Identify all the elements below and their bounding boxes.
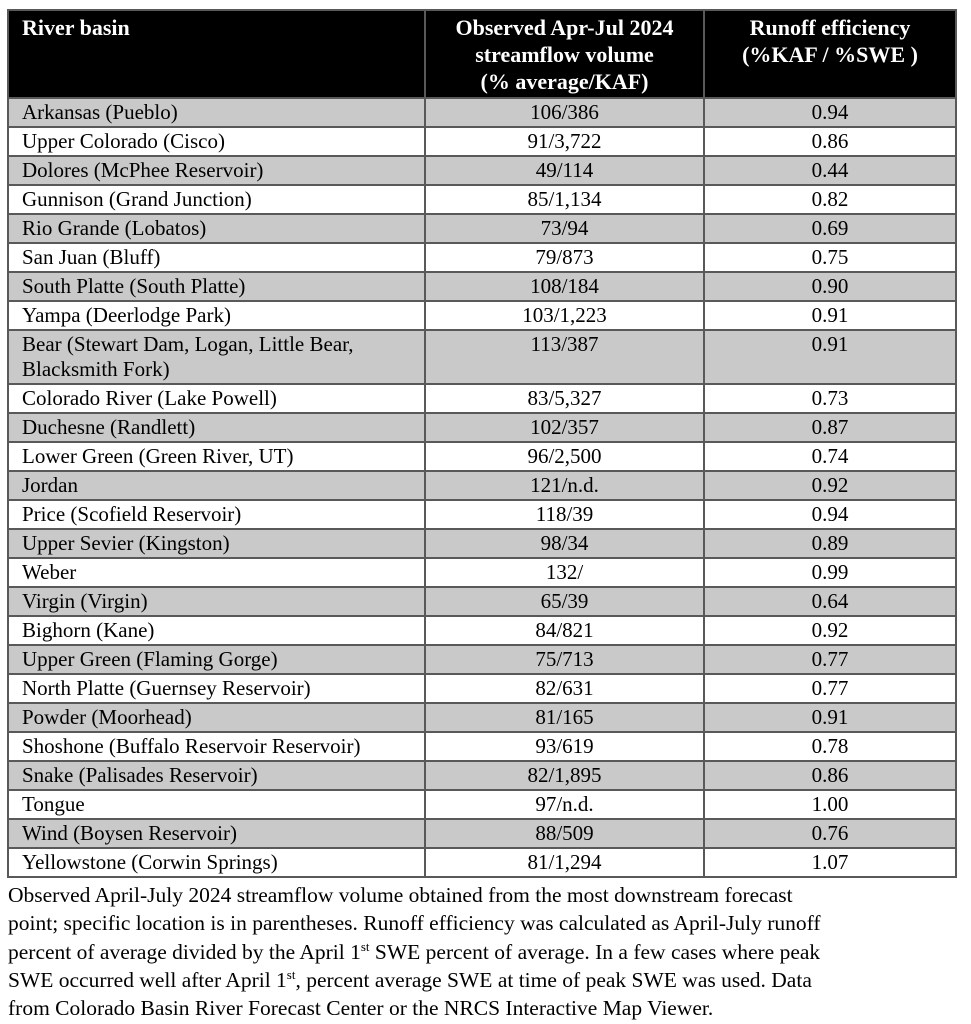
cell-runoff-efficiency: 0.77 [704,645,956,674]
cell-river-basin: Upper Green (Flaming Gorge) [8,645,425,674]
table-row [8,819,956,848]
table-row [8,761,956,790]
footnote-text: from Colorado Basin River Forecast Center or the NRCS Interactive Map Viewer. [8,996,714,1021]
streamflow-table [7,9,957,878]
cell-river-basin: Yampa (Deerlodge Park) [8,301,425,330]
table-row [8,529,956,558]
cell-streamflow-volume: 73/94 [425,214,704,243]
cell-runoff-efficiency: 0.91 [704,330,956,384]
cell-river-basin: Yellowstone (Corwin Springs) [8,848,425,877]
table-row [8,587,956,616]
footnote-line [8,994,968,1022]
cell-runoff-efficiency: 0.89 [704,529,956,558]
cell-streamflow-volume: 83/5,327 [425,384,704,413]
cell-streamflow-volume: 65/39 [425,587,704,616]
cell-streamflow-volume: 79/873 [425,243,704,272]
cell-river-basin: Tongue [8,790,425,819]
footnote-text: Observed April-July 2024 streamflow volume obtained from the most downstream forecast [8,883,793,907]
footnote-text: , percent average SWE at time of peak SWE was used. Data [295,967,812,992]
cell-runoff-efficiency: 0.92 [704,616,956,645]
cell-river-basin: Shoshone (Buffalo Reservoir Reservoir) [8,732,425,761]
cell-river-basin: South Platte (South Platte) [8,272,425,301]
footnote-line [8,881,968,909]
cell-runoff-efficiency: 0.75 [704,243,956,272]
table-footnote [8,881,968,1022]
cell-streamflow-volume: 103/1,223 [425,301,704,330]
cell-streamflow-volume: 91/3,722 [425,127,704,156]
cell-runoff-efficiency: 0.77 [704,674,956,703]
cell-streamflow-volume: 106/386 [425,98,704,127]
cell-river-basin: Arkansas (Pueblo) [8,98,425,127]
footnote-line [8,909,968,937]
table-row [8,500,956,529]
table-row [8,272,956,301]
table-row [8,645,956,674]
cell-streamflow-volume: 108/184 [425,272,704,301]
cell-streamflow-volume: 88/509 [425,819,704,848]
cell-runoff-efficiency: 0.86 [704,127,956,156]
cell-runoff-efficiency: 0.92 [704,471,956,500]
table-row [8,471,956,500]
table-row [8,616,956,645]
cell-streamflow-volume: 49/114 [425,156,704,185]
cell-runoff-efficiency: 0.86 [704,761,956,790]
table-row [8,848,956,877]
table-row [8,98,956,127]
table-row [8,185,956,214]
footnote-text: percent of average divided by the April 1 [8,939,361,964]
table-row [8,214,956,243]
cell-river-basin: Upper Sevier (Kingston) [8,529,425,558]
table-row [8,674,956,703]
cell-runoff-efficiency: 0.91 [704,301,956,330]
table-row [8,558,956,587]
superscript-st: st [360,938,370,954]
cell-runoff-efficiency: 0.94 [704,500,956,529]
footnote-text: point; specific location is in parentheses. Runoff efficiency was calculated as April-July runoff [8,911,821,936]
cell-streamflow-volume: 85/1,134 [425,185,704,214]
cell-streamflow-volume: 81/1,294 [425,848,704,877]
cell-streamflow-volume: 113/387 [425,330,704,384]
cell-river-basin: Weber [8,558,425,587]
cell-runoff-efficiency: 0.90 [704,272,956,301]
cell-river-basin: Colorado River (Lake Powell) [8,384,425,413]
cell-streamflow-volume: 84/821 [425,616,704,645]
cell-runoff-efficiency: 0.82 [704,185,956,214]
cell-river-basin: Duchesne (Randlett) [8,413,425,442]
cell-river-basin: Snake (Palisades Reservoir) [8,761,425,790]
footnote-text: SWE percent of average. In a few cases where peak [369,939,821,964]
cell-streamflow-volume: 102/357 [425,413,704,442]
cell-runoff-efficiency: 0.44 [704,156,956,185]
table-row [8,384,956,413]
table-row [8,413,956,442]
cell-runoff-efficiency: 0.74 [704,442,956,471]
footnote-text: SWE occurred well after April 1 [8,967,287,992]
cell-streamflow-volume: 132/ [425,558,704,587]
cell-streamflow-volume: 118/39 [425,500,704,529]
table-header [8,10,956,98]
table-row [8,442,956,471]
cell-river-basin: San Juan (Bluff) [8,243,425,272]
cell-streamflow-volume: 97/n.d. [425,790,704,819]
cell-runoff-efficiency: 0.87 [704,413,956,442]
header-river-basin: River basin [8,10,425,98]
cell-runoff-efficiency: 1.00 [704,790,956,819]
cell-river-basin: Rio Grande (Lobatos) [8,214,425,243]
cell-streamflow-volume: 81/165 [425,703,704,732]
table-row [8,301,956,330]
header-line: (%KAF / %SWE ) [742,42,918,67]
cell-river-basin: Virgin (Virgin) [8,587,425,616]
cell-river-basin: Bighorn (Kane) [8,616,425,645]
cell-river-basin: Wind (Boysen Reservoir) [8,819,425,848]
cell-runoff-efficiency: 0.73 [704,384,956,413]
cell-runoff-efficiency: 0.76 [704,819,956,848]
cell-river-basin: North Platte (Guernsey Reservoir) [8,674,425,703]
cell-streamflow-volume: 82/1,895 [425,761,704,790]
header-row [8,10,956,98]
table-row [8,330,956,384]
table-row [8,732,956,761]
header-line: streamflow volume [475,42,654,67]
cell-river-basin: Powder (Moorhead) [8,703,425,732]
cell-river-basin: Gunnison (Grand Junction) [8,185,425,214]
cell-runoff-efficiency: 1.07 [704,848,956,877]
table-body [8,98,956,877]
cell-runoff-efficiency: 0.91 [704,703,956,732]
cell-runoff-efficiency: 0.99 [704,558,956,587]
table-row [8,790,956,819]
cell-river-basin: Lower Green (Green River, UT) [8,442,425,471]
cell-runoff-efficiency: 0.64 [704,587,956,616]
footnote-line [8,966,968,994]
cell-streamflow-volume: 82/631 [425,674,704,703]
header-streamflow-volume [425,10,704,98]
footnote-line [8,938,968,966]
cell-streamflow-volume: 75/713 [425,645,704,674]
table-row [8,243,956,272]
cell-river-basin: Dolores (McPhee Reservoir) [8,156,425,185]
cell-runoff-efficiency: 0.94 [704,98,956,127]
cell-streamflow-volume: 98/34 [425,529,704,558]
cell-streamflow-volume: 121/n.d. [425,471,704,500]
cell-river-basin: Price (Scofield Reservoir) [8,500,425,529]
superscript-st: st [286,966,296,982]
cell-streamflow-volume: 96/2,500 [425,442,704,471]
cell-streamflow-volume: 93/619 [425,732,704,761]
cell-river-basin: Upper Colorado (Cisco) [8,127,425,156]
header-line: (% average/KAF) [480,69,649,94]
cell-river-basin: Bear (Stewart Dam, Logan, Little Bear, Blacksmith Fork) [8,330,425,384]
header-line: Observed Apr-Jul 2024 [455,15,674,40]
table-row [8,127,956,156]
header-runoff-efficiency [704,10,956,98]
cell-river-basin: Jordan [8,471,425,500]
cell-runoff-efficiency: 0.78 [704,732,956,761]
cell-runoff-efficiency: 0.69 [704,214,956,243]
header-line: Runoff efficiency [749,15,911,40]
table-row [8,703,956,732]
table-row [8,156,956,185]
